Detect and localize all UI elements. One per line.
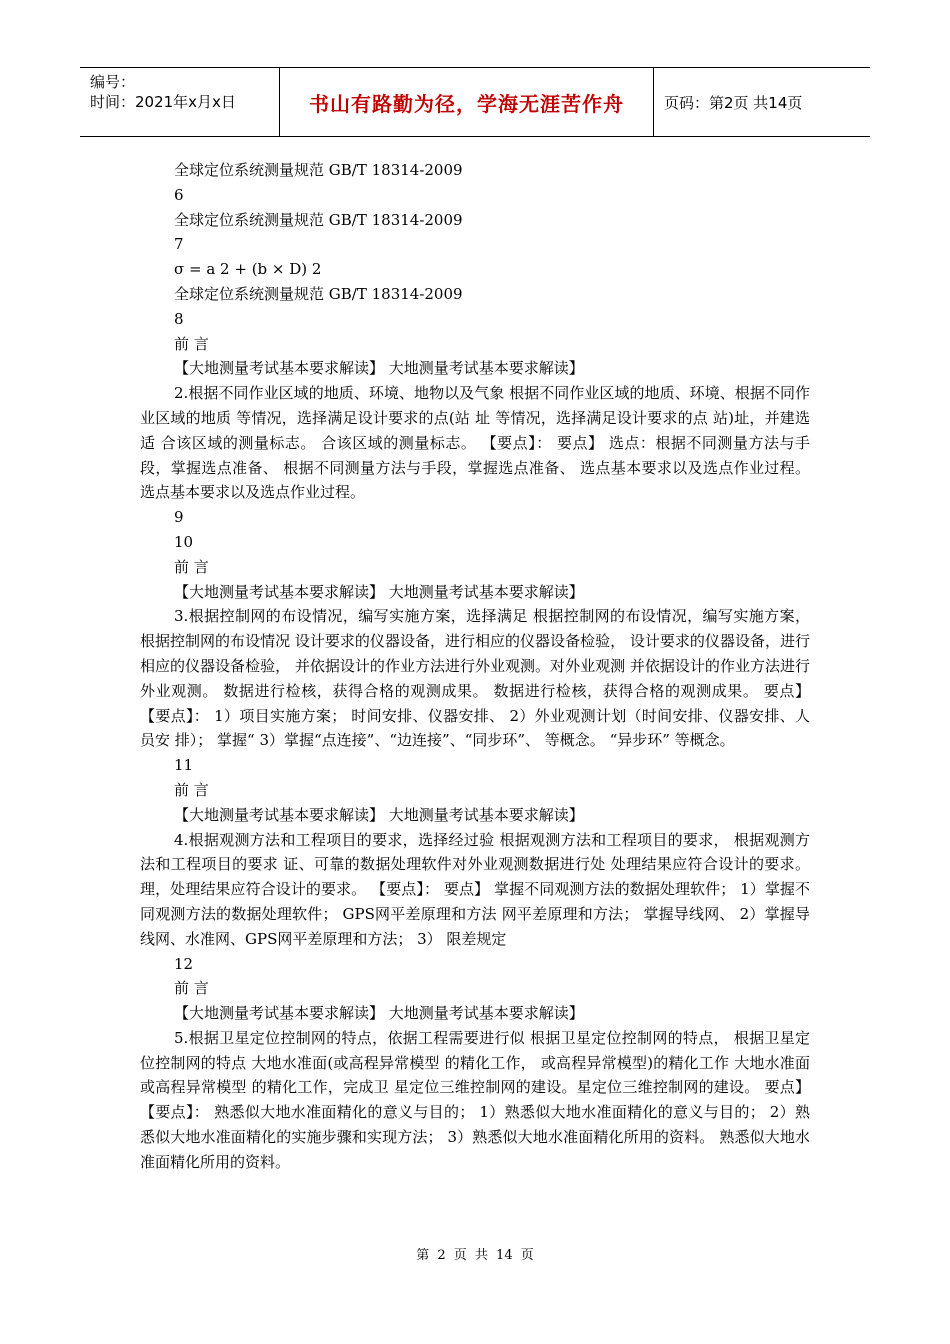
header-slogan: 书山有路勤为径，学海无涯苦作舟 bbox=[280, 68, 654, 136]
body-paragraph: 5.根据卫星定位控制网的特点，依据工程需要进行似 根据卫星定位控制网的特点， 根据卫星定位控制网的特点 大地水准面(或高程异常模型 的精化工作， 或高程异常模型)的精化工作 大地水准面 或高程异常模型 的精化工作，完成卫 星定位三维控制网的建设。星定位三维控制网的建设。 要点】 【要点】： 熟悉似大地水准面精化的意义与目的； 1）熟悉似大地水准面精化的意义与目的； 2）熟悉似大地水准面精化的实施步骤和实现方法； 3）熟悉似大地水准面精化所用的资料。 熟悉似大地水准面精化所用的资料。 bbox=[140, 1028, 810, 1171]
document-number-label: 编号： bbox=[90, 73, 136, 91]
slide-number: 8 bbox=[174, 309, 184, 328]
standard-reference: 全球定位系统测量规范 GB/T 18314-2009 bbox=[174, 161, 463, 179]
slide-number: 11 bbox=[174, 756, 194, 775]
slide-number: 12 bbox=[174, 954, 194, 973]
header-page-label: 页码：第2页 共14页 bbox=[664, 93, 803, 112]
section-subheading: 【大地测量考试基本要求解读】 大地测量考试基本要求解读】 bbox=[174, 582, 584, 601]
section-heading: 前 言 bbox=[174, 780, 209, 799]
page-footer: 第 2 页 共 14 页 bbox=[416, 1248, 534, 1263]
page-header bbox=[80, 67, 870, 137]
accuracy-formula: σ = a 2 + (b × D) 2 bbox=[174, 260, 322, 279]
section-heading: 前 言 bbox=[174, 334, 209, 353]
slide-number: 10 bbox=[174, 532, 194, 551]
header-meta bbox=[80, 68, 280, 136]
body-paragraph: 4.根据观测方法和工程项目的要求，选择经过验 根据观测方法和工程项目的要求， 根据观测方法和工程项目的要求 证、可靠的数据处理软件对外业观测数据进行处 处理结果应符合设计的要求。 理，处理结果应符合设计的要求。 【要点】： 要点】 掌握不同观测方法的数据处理软件； 1）掌握不同观测方法的数据处理软件； GPS网平差原理和方法 网平差原理和方法； 掌握导线网、 2）掌握导线网、水准网、GPS网平差原理和方法； 3） 限差规定 bbox=[140, 830, 810, 948]
section-subheading: 【大地测量考试基本要求解读】 大地测量考试基本要求解读】 bbox=[174, 805, 584, 824]
section-subheading: 【大地测量考试基本要求解读】 大地测量考试基本要求解读】 bbox=[174, 359, 584, 378]
body-paragraph: 2.根据不同作业区域的地质、环境、地物以及气象 根据不同作业区域的地质、环境、根据不同作业区域的地质 等情况，选择满足设计要求的点(站 址 等情况，选择满足设计要求的点 站)址，并建选适 合该区域的测量标志。 合该区域的测量标志。 【要点】： 要点】 选点：根据不同测量方法与手段，掌握选点准备、 根据不同测量方法与手段，掌握选点准备、 选点基本要求以及选点作业过程。 选点基本要求以及选点作业过程。 bbox=[140, 384, 810, 502]
section-subheading: 【大地测量考试基本要求解读】 大地测量考试基本要求解读】 bbox=[174, 1004, 584, 1023]
slide-number: 6 bbox=[174, 185, 184, 204]
section-heading: 前 言 bbox=[174, 557, 209, 576]
standard-reference: 全球定位系统测量规范 GB/T 18314-2009 bbox=[174, 210, 463, 229]
body-paragraph: 3.根据控制网的布设情况，编写实施方案，选择满足 根据控制网的布设情况，编写实施方案， 根据控制网的布设情况 设计要求的仪器设备，进行相应的仪器设备检验， 设计要求的仪器设备，进行相应的仪器设备检验， 并依据设计的作业方法进行外业观测。对外业观测 并依据设计的作业方法进行外业观测。 数据进行检核，获得合格的观测成果。 数据进行检核，获得合格的观测成果。 要点】 【要点】： 1）项目实施方案； 时间安排、仪器安排、 2）外业观测计划（时间安排、仪器安排、人员安 排）； 掌握“ 3）掌握“点连接”、“边连接”、“同步环”、 等概念。 “异步环” 等概念。 bbox=[140, 607, 810, 750]
slide-number: 7 bbox=[174, 235, 184, 254]
section-heading: 前 言 bbox=[174, 979, 209, 998]
document-body bbox=[140, 158, 810, 1175]
standard-reference: 全球定位系统测量规范 GB/T 18314-2009 bbox=[174, 284, 463, 303]
document-time-label: 时间：2021年x月x日 bbox=[90, 93, 236, 111]
slide-number: 9 bbox=[174, 508, 184, 527]
